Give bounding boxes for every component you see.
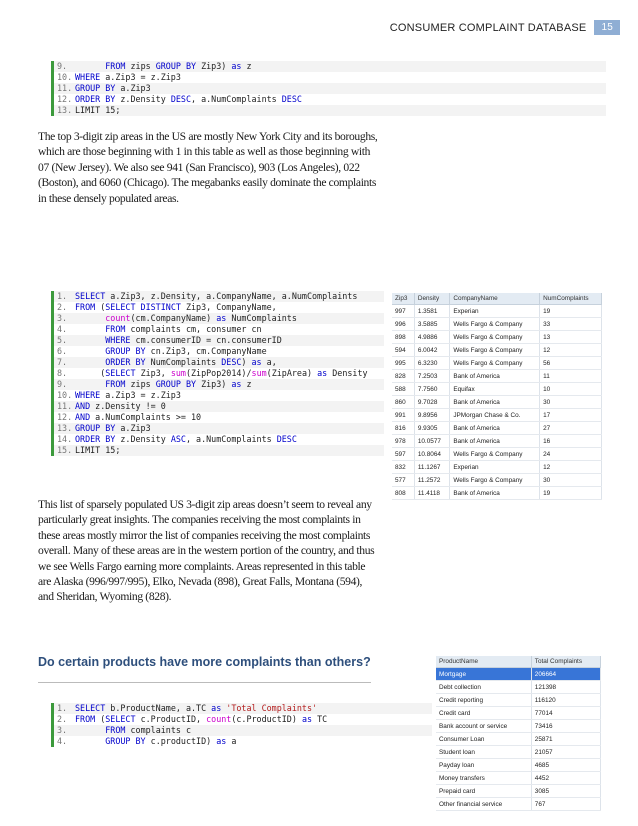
code-token: complaints c [125, 725, 191, 735]
code-token: as [251, 357, 262, 367]
code-line [54, 335, 384, 346]
code-line [54, 61, 606, 72]
table-cell: 19 [540, 305, 602, 318]
code-text [75, 379, 252, 390]
code-text [75, 725, 191, 736]
table-cell: 77014 [531, 707, 600, 720]
table-cell: 6.3230 [414, 357, 450, 370]
code-token: DESC [281, 94, 302, 104]
code-line [54, 83, 606, 94]
table-cell: Prepaid card [436, 785, 531, 798]
code-token: GROUP BY [155, 379, 197, 389]
table-cell: JPMorgan Chase & Co. [450, 409, 540, 422]
line-number: 4. [57, 324, 68, 334]
code-token: WHERE [75, 72, 101, 82]
table-cell: 16 [540, 435, 602, 448]
code-line [54, 346, 384, 357]
table-cell: Bank of America [450, 370, 540, 383]
code-token: as [216, 313, 227, 323]
code-text [75, 412, 201, 423]
table-row[interactable] [436, 798, 601, 811]
table-cell: 4452 [531, 772, 600, 785]
code-token: a, [261, 357, 277, 367]
code-token: z [241, 379, 252, 389]
code-line [54, 401, 384, 412]
code-text [75, 368, 368, 379]
code-token: FROM [105, 725, 126, 735]
table-cell: 116120 [531, 694, 600, 707]
code-line [54, 725, 432, 736]
code-text [75, 423, 151, 434]
table-cell: Consumer Loan [436, 733, 531, 746]
code-token: cn.Zip3, cm.CompanyName [145, 346, 267, 356]
code-text [75, 72, 181, 83]
table-row[interactable] [436, 772, 601, 785]
code-text [75, 335, 282, 346]
code-line [54, 379, 384, 390]
page-header [390, 20, 620, 35]
table-row[interactable] [392, 474, 602, 487]
code-text [75, 357, 277, 368]
code-token: ASC [170, 434, 186, 444]
table-cell: 997 [392, 305, 414, 318]
code-line [54, 434, 384, 445]
product-results-table [436, 656, 601, 811]
code-token: DESC [221, 357, 242, 367]
code-token [75, 313, 105, 323]
code-token: ( [75, 368, 106, 378]
code-token: Zip3) [196, 61, 232, 71]
code-token: (ZipPop2014)/ [185, 368, 252, 378]
code-line [54, 291, 384, 302]
sql-code-block-2 [51, 291, 384, 456]
code-token: ) [241, 357, 252, 367]
paragraph-sparse-zip-areas: This list of sparsely populated US 3-digit zip areas doesn’t seem to reveal any particularly great insights. The companies receiving the most complaints in these areas mostly mirror the list of companies receiving the most complaints overall. Many of these areas are in the western portion of the country, and thus we see Wells Fargo earning more complaints. Areas represented in this table are Alaska (996/997/995), Elko, Nevada (898), Great Falls, Montana (594), and Sheridan, Wyoming (828). [38, 498, 375, 604]
code-token: AND [75, 412, 91, 422]
code-token: sum [170, 368, 186, 378]
code-line [54, 390, 384, 401]
code-text [75, 346, 267, 357]
table-cell: 832 [392, 461, 414, 474]
table-cell: 9.7028 [414, 396, 450, 409]
code-token: GROUP BY [75, 83, 116, 93]
table-cell: Other financial service [436, 798, 531, 811]
code-text [75, 105, 120, 116]
code-line [54, 72, 606, 83]
section-title: Do certain products have more complaints than others? [38, 655, 371, 669]
line-number: 3. [57, 313, 68, 323]
table-cell: 11.4118 [414, 487, 450, 500]
table-cell: Bank of America [450, 396, 540, 409]
code-token: Density [327, 368, 368, 378]
code-token: TC [312, 714, 328, 724]
table-cell: 10.0577 [414, 435, 450, 448]
table-cell: Credit reporting [436, 694, 531, 707]
code-token: NumComplaints [145, 357, 222, 367]
table-cell: Bank of America [450, 422, 540, 435]
table-row[interactable] [392, 344, 602, 357]
table-cell: 860 [392, 396, 414, 409]
table-cell: 996 [392, 318, 414, 331]
line-number: 9. [57, 379, 68, 389]
line-number: 3. [57, 725, 68, 735]
column-header[interactable]: Zip3 [392, 293, 414, 305]
code-line [54, 736, 432, 747]
code-text [75, 61, 252, 72]
code-token: , a.NumComplaints [185, 434, 277, 444]
table-cell: Wells Fargo & Company [450, 344, 540, 357]
table-cell: 588 [392, 383, 414, 396]
line-number: 15. [57, 445, 73, 455]
sql-code-block-1 [51, 61, 606, 116]
code-token: complaints cm, consumer cn [125, 324, 262, 334]
table-cell: 3.5885 [414, 318, 450, 331]
table-cell: 11.2572 [414, 474, 450, 487]
code-token: as [216, 736, 227, 746]
code-token: z.Density [115, 434, 171, 444]
line-number: 14. [57, 434, 73, 444]
table-row[interactable] [392, 396, 602, 409]
table-cell: 9.8956 [414, 409, 450, 422]
page-number: 15 [594, 20, 620, 35]
section-divider [38, 682, 371, 683]
code-token [75, 736, 105, 746]
code-token: Zip3) [196, 379, 232, 389]
code-line [54, 105, 606, 116]
code-token: zips [125, 61, 156, 71]
code-line [54, 302, 384, 313]
table-cell: 1.3581 [414, 305, 450, 318]
table-cell: 17 [540, 409, 602, 422]
table-row[interactable] [392, 305, 602, 318]
table-row[interactable] [436, 720, 601, 733]
code-token: WHERE [75, 390, 101, 400]
density-results-table [392, 293, 602, 500]
table-cell: 27 [540, 422, 602, 435]
line-number: 2. [57, 302, 68, 312]
code-text [75, 703, 317, 714]
table-cell: 19 [540, 487, 602, 500]
code-token: GROUP BY [75, 423, 116, 433]
table-cell: Bank account or service [436, 720, 531, 733]
code-token: SELECT [105, 368, 136, 378]
table-cell: 25871 [531, 733, 600, 746]
code-line [54, 445, 384, 456]
table-row[interactable] [392, 461, 602, 474]
code-token: z.Density != 0 [90, 401, 166, 411]
table-row[interactable] [436, 746, 601, 759]
code-token: DESC [170, 94, 191, 104]
table-cell: Payday loan [436, 759, 531, 772]
code-text [75, 736, 236, 747]
table-cell: 767 [531, 798, 600, 811]
code-line [54, 357, 384, 368]
code-token: WHERE [105, 335, 131, 345]
table-cell: 991 [392, 409, 414, 422]
table-cell: Wells Fargo & Company [450, 357, 540, 370]
code-token [75, 379, 105, 389]
table-cell: 594 [392, 344, 414, 357]
code-text [75, 714, 327, 725]
line-number: 12. [57, 94, 73, 104]
table-cell: 597 [392, 448, 414, 461]
code-token: FROM [75, 714, 96, 724]
table-cell: Experian [450, 305, 540, 318]
code-text [75, 390, 181, 401]
code-token: as [211, 703, 222, 713]
table-cell: 30 [540, 396, 602, 409]
table-row[interactable] [436, 733, 601, 746]
code-token: a [226, 736, 237, 746]
table-row[interactable] [436, 668, 601, 681]
line-number: 11. [57, 401, 73, 411]
code-token: FROM [105, 61, 126, 71]
code-token: ( [95, 302, 106, 312]
code-text [75, 94, 302, 105]
line-number: 11. [57, 83, 73, 93]
code-line [54, 412, 384, 423]
code-text [75, 313, 297, 324]
table-cell: 7.7560 [414, 383, 450, 396]
code-token: c.productID) [145, 736, 217, 746]
code-token: LIMIT 15; [75, 445, 121, 455]
code-token: zips [125, 379, 156, 389]
code-line [54, 313, 384, 324]
table-cell: 206664 [531, 668, 600, 681]
table-cell: 7.2503 [414, 370, 450, 383]
table-cell: 12 [540, 344, 602, 357]
code-token: , a.NumComplaints [190, 94, 282, 104]
code-token: 'Total Complaints' [226, 703, 318, 713]
table-row[interactable] [392, 383, 602, 396]
table-row[interactable] [436, 759, 601, 772]
line-number: 1. [57, 291, 68, 301]
line-number: 2. [57, 714, 68, 724]
paragraph-top-zip-areas: The top 3-digit zip areas in the US are mostly New York City and its boroughs, which are those beginning with 1 in this table as well as those beginning with 07 (New Jersey). We also see 941 (San Francisco), 903 (Los Angeles), 022 (Boston), and 6060 (Chicago). The megabanks easily dominate the complaints in these densely populated areas. [38, 130, 378, 205]
line-number: 1. [57, 703, 68, 713]
code-token: sum [251, 368, 267, 378]
code-token: NumComplaints [226, 313, 297, 323]
code-token [75, 335, 105, 345]
code-token: a.Zip3 [115, 83, 151, 93]
line-number: 10. [57, 390, 73, 400]
code-text [75, 302, 277, 313]
table-cell: Debt collection [436, 681, 531, 694]
code-token: (cm.CompanyName) [130, 313, 217, 323]
table-row[interactable] [392, 448, 602, 461]
table-cell: 4685 [531, 759, 600, 772]
table-row[interactable] [392, 331, 602, 344]
code-token: ( [95, 714, 106, 724]
line-number: 4. [57, 736, 68, 746]
table-row[interactable] [392, 487, 602, 500]
line-number: 6. [57, 346, 68, 356]
code-line [54, 94, 606, 105]
code-token [75, 357, 105, 367]
code-token: z [241, 61, 252, 71]
table-cell: 828 [392, 370, 414, 383]
code-token: a.Zip3 [115, 423, 151, 433]
table-cell: Experian [450, 461, 540, 474]
code-token: GROUP BY [105, 736, 146, 746]
table-cell: Bank of America [450, 435, 540, 448]
code-token: as [231, 61, 242, 71]
table-cell: 978 [392, 435, 414, 448]
code-token: c.ProductID, [135, 714, 207, 724]
column-header[interactable]: NumComplaints [540, 293, 602, 305]
table-cell: 577 [392, 474, 414, 487]
code-token: a.NumComplaints >= 10 [90, 412, 202, 422]
sql-code-block-3 [51, 703, 432, 747]
table-row[interactable] [436, 707, 601, 720]
code-token: ORDER BY [105, 357, 146, 367]
code-token: DESC [276, 434, 297, 444]
code-text [75, 434, 297, 445]
line-number: 10. [57, 72, 73, 82]
table-row[interactable] [392, 409, 602, 422]
code-text [75, 291, 357, 302]
line-number: 5. [57, 335, 68, 345]
table-row[interactable] [392, 422, 602, 435]
code-token [75, 346, 105, 356]
table-cell: 12 [540, 461, 602, 474]
table-cell: Bank of America [450, 487, 540, 500]
table-row[interactable] [392, 318, 602, 331]
line-number: 8. [57, 368, 68, 378]
code-token: SELECT [105, 714, 136, 724]
table-cell: Credit card [436, 707, 531, 720]
code-token: SELECT DISTINCT [105, 302, 181, 312]
code-token: as [301, 714, 313, 724]
code-token: a.Zip3, z.Density, a.CompanyName, a.NumComplaints [105, 291, 358, 301]
line-number: 13. [57, 105, 73, 115]
table-cell: 21057 [531, 746, 600, 759]
code-text [75, 445, 120, 456]
document-title: CONSUMER COMPLAINT DATABASE [389, 21, 587, 34]
code-token: SELECT [75, 703, 106, 713]
code-token: b.ProductName, a.TC [105, 703, 212, 713]
table-row[interactable] [436, 694, 601, 707]
table-cell: Wells Fargo & Company [450, 474, 540, 487]
code-token [75, 61, 105, 71]
table-row[interactable] [392, 370, 602, 383]
code-text [75, 324, 262, 335]
code-token: as [317, 368, 328, 378]
code-token: count [206, 714, 232, 724]
table-cell: 11.1267 [414, 461, 450, 474]
code-text [75, 83, 151, 94]
table-cell: 898 [392, 331, 414, 344]
table-row[interactable] [436, 681, 601, 694]
code-token: ORDER BY [75, 94, 116, 104]
code-line [54, 423, 384, 434]
table-cell: 73416 [531, 720, 600, 733]
table-cell: 30 [540, 474, 602, 487]
code-token: z.Density [115, 94, 171, 104]
table-cell: 13 [540, 331, 602, 344]
table-cell: 11 [540, 370, 602, 383]
code-line [54, 324, 384, 335]
code-token: AND [75, 401, 91, 411]
table-cell: Student loan [436, 746, 531, 759]
table-cell: Mortgage [436, 668, 531, 681]
code-token: LIMIT 15; [75, 105, 121, 115]
code-token [75, 725, 105, 735]
table-cell: Wells Fargo & Company [450, 448, 540, 461]
code-token: a.Zip3 = z.Zip3 [100, 72, 181, 82]
code-line [54, 368, 384, 379]
code-token: SELECT [75, 291, 106, 301]
table-row[interactable] [392, 357, 602, 370]
code-token: (ZipArea) [266, 368, 318, 378]
code-token: FROM [105, 379, 126, 389]
table-cell: 10 [540, 383, 602, 396]
code-token: as [231, 379, 242, 389]
code-token: ORDER BY [75, 434, 116, 444]
code-text [75, 401, 166, 412]
table-row[interactable] [392, 435, 602, 448]
code-token: FROM [75, 302, 96, 312]
table-cell: 10.8064 [414, 448, 450, 461]
code-token: (c.ProductID) [231, 714, 302, 724]
column-header[interactable]: ProductName [436, 656, 531, 668]
table-cell: 816 [392, 422, 414, 435]
code-line [54, 703, 432, 714]
table-cell: 3085 [531, 785, 600, 798]
table-cell: 808 [392, 487, 414, 500]
code-token: Zip3, [135, 368, 171, 378]
code-line [54, 714, 432, 725]
code-token: GROUP BY [105, 346, 146, 356]
table-row[interactable] [436, 785, 601, 798]
table-cell: 4.9886 [414, 331, 450, 344]
column-header[interactable]: Total Complaints [531, 656, 600, 668]
line-number: 9. [57, 61, 68, 71]
table-cell: 24 [540, 448, 602, 461]
table-cell: 121398 [531, 681, 600, 694]
line-number: 12. [57, 412, 73, 422]
table-cell: 33 [540, 318, 602, 331]
code-token [75, 324, 105, 334]
code-token: count [105, 313, 131, 323]
table-cell: Money transfers [436, 772, 531, 785]
code-token: GROUP BY [155, 61, 197, 71]
table-cell: 56 [540, 357, 602, 370]
table-cell: Wells Fargo & Company [450, 318, 540, 331]
table-cell: Wells Fargo & Company [450, 331, 540, 344]
column-header[interactable]: CompanyName [450, 293, 540, 305]
code-token: FROM [105, 324, 126, 334]
column-header[interactable]: Density [414, 293, 450, 305]
table-cell: 9.9305 [414, 422, 450, 435]
code-token: Zip3, CompanyName, [180, 302, 277, 312]
table-cell: Equifax [450, 383, 540, 396]
code-token: cm.consumerID = cn.consumerID [130, 335, 282, 345]
table-cell: 6.0042 [414, 344, 450, 357]
line-number: 7. [57, 357, 68, 367]
line-number: 13. [57, 423, 73, 433]
code-token: a.Zip3 = z.Zip3 [100, 390, 181, 400]
table-cell: 995 [392, 357, 414, 370]
